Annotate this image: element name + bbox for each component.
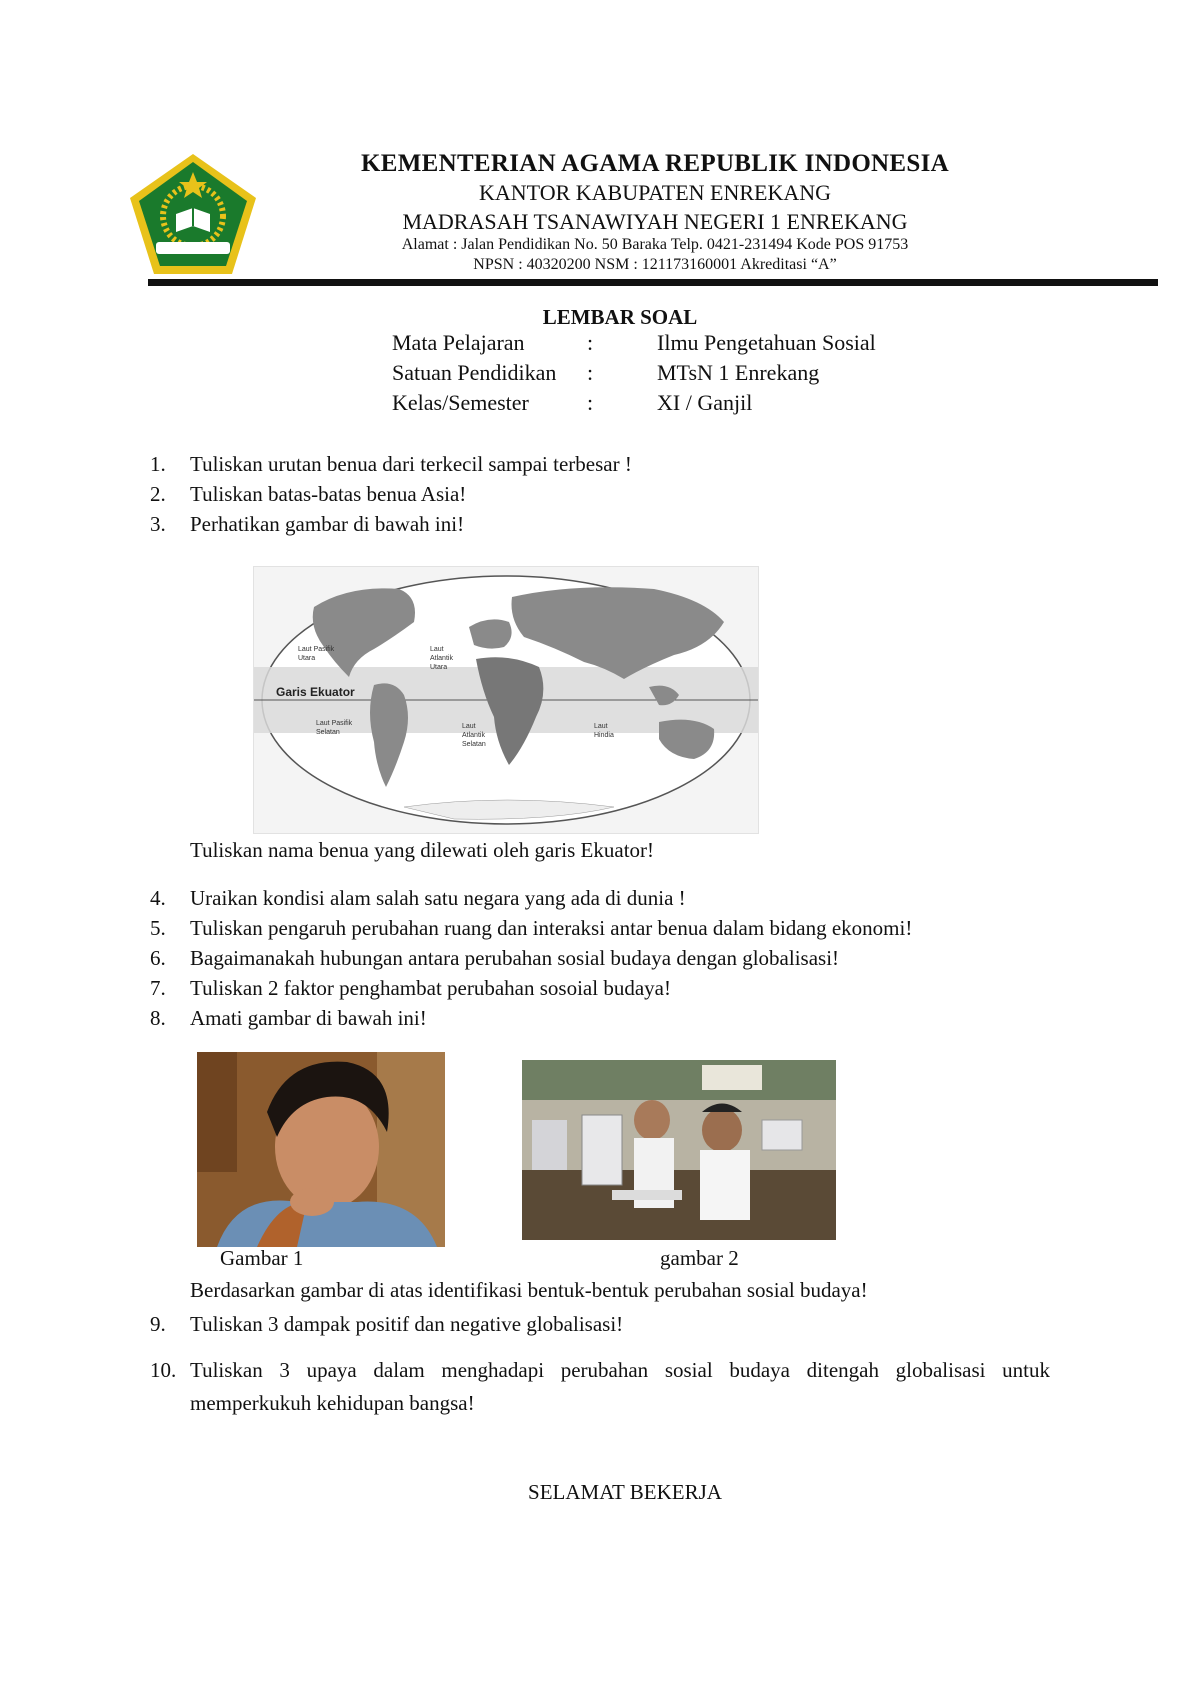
question-text: Tuliskan pengaruh perubahan ruang dan interaksi antar benua dalam bidang ekonomi!: [190, 916, 913, 940]
closing-text: SELAMAT BEKERJA: [528, 1480, 722, 1504]
world-map-image: [253, 566, 759, 834]
question-text: Bagaimanakah hubungan antara perubahan sosial budaya dengan globalisasi!: [190, 946, 840, 970]
photo-caption-1: Gambar 1: [220, 1246, 304, 1270]
map-question: Tuliskan nama benua yang dilewati oleh garis Ekuator!: [190, 838, 655, 862]
meta-row-class: [392, 390, 992, 418]
map-equator-label: Garis Ekuator: [276, 685, 355, 699]
question-number: 1.: [150, 452, 166, 476]
meta-key: Kelas/Semester: [392, 390, 529, 415]
meta-value: MTsN 1 Enrekang: [657, 360, 820, 385]
meta-row-school: [392, 360, 992, 388]
header-divider: [148, 279, 1158, 286]
question-number: 3.: [150, 512, 166, 536]
meta-value: XI / Ganjil: [657, 390, 753, 415]
photos-question: Berdasarkan gambar di atas identifikasi bentuk-bentuk perubahan sosial budaya!: [190, 1278, 868, 1302]
header-office: KANTOR KABUPATEN ENREKANG: [478, 180, 832, 205]
question-number: 10.: [150, 1358, 177, 1382]
map-ocean-label: Laut Hindia: [594, 723, 614, 739]
question-text: Tuliskan 3 dampak positif dan negative globalisasi!: [190, 1312, 624, 1336]
question-number: 4.: [150, 886, 166, 910]
photo-caption-2: gambar 2: [660, 1246, 739, 1270]
question-number: 6.: [150, 946, 166, 970]
meta-key: Satuan Pendidikan: [392, 360, 557, 385]
question-number: 5.: [150, 916, 166, 940]
meta-sep: :: [587, 390, 594, 415]
header-address: Alamat : Jalan Pendidikan No. 50 Baraka Telp. 0421-231494 Kode POS 91753: [401, 236, 909, 253]
header-school: MADRASAH TSANAWIYAH NEGERI 1 ENREKANG: [402, 209, 908, 234]
question-text: Tuliskan 3 upaya dalam menghadapi perubahan sosial budaya ditengah globalisasi untuk memperkukuh kehidupan bangsa!: [190, 1358, 1050, 1415]
header-ministry: KEMENTERIAN AGAMA REPUBLIK INDONESIA: [361, 150, 949, 177]
question-number: 7.: [150, 976, 166, 1000]
map-ocean-label: Laut Pasifik Utara: [298, 646, 335, 662]
meta-sep: :: [587, 330, 594, 355]
question-text: Tuliskan 2 faktor penghambat perubahan sosoial budaya!: [190, 976, 671, 1000]
question-text: Perhatikan gambar di bawah ini!: [190, 512, 465, 536]
page-title: LEMBAR SOAL: [542, 305, 698, 329]
meta-key: Mata Pelajaran: [392, 330, 525, 355]
map-ocean-label: Laut Pasifik Selatan: [316, 720, 353, 736]
question-text: Tuliskan batas-batas benua Asia!: [190, 482, 467, 506]
question-number: 9.: [150, 1312, 166, 1336]
question-number: 8.: [150, 1006, 166, 1030]
map-ocean-label: Laut Atlantik Selatan: [462, 723, 486, 748]
question-text: Uraikan kondisi alam salah satu negara yang ada di dunia !: [190, 886, 686, 910]
meta-sep: :: [587, 360, 594, 385]
meta-value: Ilmu Pengetahuan Sosial: [657, 330, 876, 355]
meta-row-subject: [392, 330, 992, 358]
photo-students-computer-lab: [522, 1060, 836, 1240]
question-number: 2.: [150, 482, 166, 506]
map-ocean-label: Laut Atlantik Utara: [430, 646, 453, 671]
question-text: Amati gambar di bawah ini!: [190, 1006, 427, 1030]
question-text: Tuliskan urutan benua dari terkecil sampai terbesar !: [190, 452, 632, 476]
photo-young-man: [197, 1052, 445, 1247]
header-npsn: NPSN : 40320200 NSM : 121173160001 Akreditasi “A”: [473, 256, 837, 273]
